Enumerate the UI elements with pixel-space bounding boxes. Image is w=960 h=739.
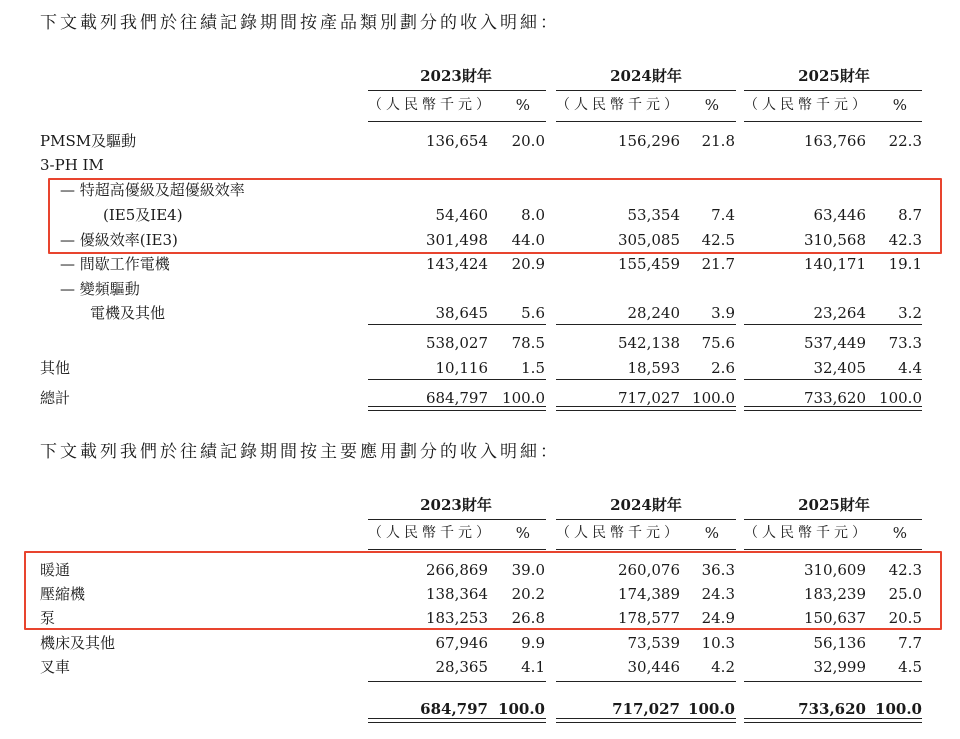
value-cell: 25.0 bbox=[888, 585, 922, 603]
value-cell: 684,797 bbox=[420, 700, 488, 718]
value-cell: 100.0 bbox=[879, 389, 922, 407]
year-header-rule bbox=[556, 90, 736, 91]
value-cell: 140,171 bbox=[803, 255, 866, 273]
value-cell: 537,449 bbox=[803, 334, 866, 352]
value-cell: 20.2 bbox=[511, 585, 545, 603]
value-cell: 4.1 bbox=[521, 658, 545, 676]
value-cell: 44.0 bbox=[511, 231, 545, 249]
value-cell: 100.0 bbox=[875, 700, 922, 718]
value-cell: 178,577 bbox=[617, 609, 680, 627]
unit-header-rule bbox=[556, 549, 736, 550]
value-cell: 39.0 bbox=[511, 561, 545, 579]
row-label: — 特超高優級及超優級效率 bbox=[60, 181, 245, 199]
value-cell: 733,620 bbox=[803, 389, 866, 407]
value-cell: 100.0 bbox=[502, 389, 545, 407]
value-cell: 163,766 bbox=[803, 132, 866, 150]
value-cell: 24.9 bbox=[701, 609, 735, 627]
unit-label: （人民幣千元） bbox=[556, 97, 682, 113]
value-cell: 54,460 bbox=[435, 206, 488, 224]
value-cell: 4.5 bbox=[898, 658, 922, 676]
value-cell: 8.0 bbox=[521, 206, 545, 224]
row-label: 3-PH IM bbox=[40, 156, 104, 174]
value-cell: 7.7 bbox=[898, 634, 922, 652]
value-cell: 78.5 bbox=[511, 334, 545, 352]
value-cell: 310,609 bbox=[803, 561, 866, 579]
value-cell: 36.3 bbox=[701, 561, 735, 579]
value-cell: 22.3 bbox=[888, 132, 922, 150]
value-cell: 733,620 bbox=[798, 700, 866, 718]
row-label: 機床及其他 bbox=[40, 634, 116, 652]
pct-label: % bbox=[892, 96, 907, 114]
value-cell: 150,637 bbox=[803, 609, 866, 627]
value-cell: 32,405 bbox=[813, 359, 866, 377]
pct-label: % bbox=[892, 524, 907, 542]
row-label: 壓縮機 bbox=[40, 585, 86, 603]
value-cell: 23,264 bbox=[813, 304, 866, 322]
year-header-rule bbox=[556, 519, 736, 520]
value-cell: 4.4 bbox=[898, 359, 922, 377]
total-double-rule bbox=[368, 718, 546, 723]
value-cell: 3.2 bbox=[898, 304, 922, 322]
value-cell: 266,869 bbox=[425, 561, 488, 579]
row-label: — 變頻驅動 bbox=[60, 280, 140, 298]
value-cell: 538,027 bbox=[425, 334, 488, 352]
value-cell: 717,027 bbox=[617, 389, 680, 407]
row-label: 暖通 bbox=[40, 561, 71, 579]
value-cell: 21.8 bbox=[701, 132, 735, 150]
total-double-rule bbox=[556, 406, 736, 411]
value-cell: 8.7 bbox=[898, 206, 922, 224]
value-cell: 183,253 bbox=[425, 609, 488, 627]
total-double-rule bbox=[744, 406, 922, 411]
year-header-rule bbox=[744, 519, 922, 520]
value-cell: 7.4 bbox=[711, 206, 735, 224]
others-rule bbox=[556, 379, 736, 380]
value-cell: 310,568 bbox=[803, 231, 866, 249]
year-header: 2023財年 bbox=[420, 67, 492, 85]
value-cell: 10,116 bbox=[435, 359, 488, 377]
value-cell: 19.1 bbox=[888, 255, 922, 273]
value-cell: 42.3 bbox=[888, 231, 922, 249]
row-label: 泵 bbox=[40, 609, 56, 627]
subtotal-rule bbox=[368, 681, 546, 682]
value-cell: 20.0 bbox=[511, 132, 545, 150]
value-cell: 56,136 bbox=[813, 634, 866, 652]
total-double-rule bbox=[744, 718, 922, 723]
unit-label: （人民幣千元） bbox=[556, 525, 682, 541]
unit-header-rule bbox=[744, 549, 922, 550]
row-label: (IE5及IE4) bbox=[103, 206, 183, 224]
row-label: PMSM及驅動 bbox=[40, 132, 137, 150]
value-cell: 42.5 bbox=[701, 231, 735, 249]
row-label: — 優級效率(IE3) bbox=[60, 231, 178, 249]
value-cell: 73,539 bbox=[627, 634, 680, 652]
total-double-rule bbox=[556, 718, 736, 723]
unit-header-rule bbox=[744, 121, 922, 122]
total-double-rule bbox=[368, 406, 546, 411]
value-cell: 156,296 bbox=[617, 132, 680, 150]
value-cell: 136,654 bbox=[425, 132, 488, 150]
value-cell: 20.9 bbox=[511, 255, 545, 273]
value-cell: 301,498 bbox=[425, 231, 488, 249]
value-cell: 100.0 bbox=[498, 700, 545, 718]
unit-header-rule bbox=[556, 121, 736, 122]
value-cell: 28,365 bbox=[435, 658, 488, 676]
value-cell: 63,446 bbox=[813, 206, 866, 224]
unit-label: （人民幣千元） bbox=[368, 97, 494, 113]
subtotal-rule bbox=[556, 324, 736, 325]
value-cell: 75.6 bbox=[701, 334, 735, 352]
row-label: 叉車 bbox=[40, 658, 71, 676]
value-cell: 10.3 bbox=[701, 634, 735, 652]
unit-label: （人民幣千元） bbox=[744, 525, 870, 541]
value-cell: 183,239 bbox=[803, 585, 866, 603]
subtotal-rule bbox=[368, 324, 546, 325]
value-cell: 32,999 bbox=[813, 658, 866, 676]
value-cell: 260,076 bbox=[617, 561, 680, 579]
value-cell: 24.3 bbox=[701, 585, 735, 603]
year-header-rule bbox=[368, 90, 546, 91]
value-cell: 174,389 bbox=[617, 585, 680, 603]
value-cell: 26.8 bbox=[511, 609, 545, 627]
year-header: 2025財年 bbox=[798, 496, 870, 514]
value-cell: 1.5 bbox=[521, 359, 545, 377]
others-rule bbox=[368, 379, 546, 380]
value-cell: 53,354 bbox=[627, 206, 680, 224]
row-label: 電機及其他 bbox=[90, 304, 166, 322]
section-2-intro: 下文載列我們於往績記錄期間按主要應用劃分的收入明細： bbox=[40, 442, 560, 462]
value-cell: 21.7 bbox=[701, 255, 735, 273]
unit-header-rule bbox=[368, 549, 546, 550]
section-1-intro: 下文載列我們於往績記錄期間按產品類別劃分的收入明細： bbox=[40, 13, 560, 33]
year-header-rule bbox=[368, 519, 546, 520]
value-cell: 73.3 bbox=[888, 334, 922, 352]
year-header-rule bbox=[744, 90, 922, 91]
value-cell: 5.6 bbox=[521, 304, 545, 322]
value-cell: 305,085 bbox=[617, 231, 680, 249]
value-cell: 38,645 bbox=[435, 304, 488, 322]
row-label: 其他 bbox=[40, 359, 71, 377]
value-cell: 3.9 bbox=[711, 304, 735, 322]
highlight-box-applications bbox=[24, 551, 942, 630]
row-label: — 間歇工作電機 bbox=[60, 255, 170, 273]
value-cell: 2.6 bbox=[711, 359, 735, 377]
value-cell: 138,364 bbox=[425, 585, 488, 603]
year-header: 2023財年 bbox=[420, 496, 492, 514]
highlight-box-ie bbox=[48, 178, 942, 254]
value-cell: 9.9 bbox=[521, 634, 545, 652]
others-rule bbox=[744, 379, 922, 380]
value-cell: 155,459 bbox=[617, 255, 680, 273]
value-cell: 30,446 bbox=[627, 658, 680, 676]
value-cell: 684,797 bbox=[425, 389, 488, 407]
value-cell: 100.0 bbox=[688, 700, 735, 718]
value-cell: 542,138 bbox=[617, 334, 680, 352]
pct-label: % bbox=[704, 524, 719, 542]
value-cell: 28,240 bbox=[627, 304, 680, 322]
unit-label: （人民幣千元） bbox=[368, 525, 494, 541]
subtotal-rule bbox=[744, 324, 922, 325]
subtotal-rule bbox=[744, 681, 922, 682]
value-cell: 100.0 bbox=[692, 389, 735, 407]
unit-label: （人民幣千元） bbox=[744, 97, 870, 113]
value-cell: 42.3 bbox=[888, 561, 922, 579]
year-header: 2024財年 bbox=[610, 67, 682, 85]
row-label: 總計 bbox=[40, 389, 71, 407]
value-cell: 67,946 bbox=[435, 634, 488, 652]
value-cell: 20.5 bbox=[888, 609, 922, 627]
pct-label: % bbox=[515, 96, 530, 114]
value-cell: 18,593 bbox=[627, 359, 680, 377]
year-header: 2024財年 bbox=[610, 496, 682, 514]
value-cell: 4.2 bbox=[711, 658, 735, 676]
pct-label: % bbox=[515, 524, 530, 542]
unit-header-rule bbox=[368, 121, 546, 122]
year-header: 2025財年 bbox=[798, 67, 870, 85]
subtotal-rule bbox=[556, 681, 736, 682]
value-cell: 717,027 bbox=[612, 700, 680, 718]
pct-label: % bbox=[704, 96, 719, 114]
value-cell: 143,424 bbox=[425, 255, 488, 273]
